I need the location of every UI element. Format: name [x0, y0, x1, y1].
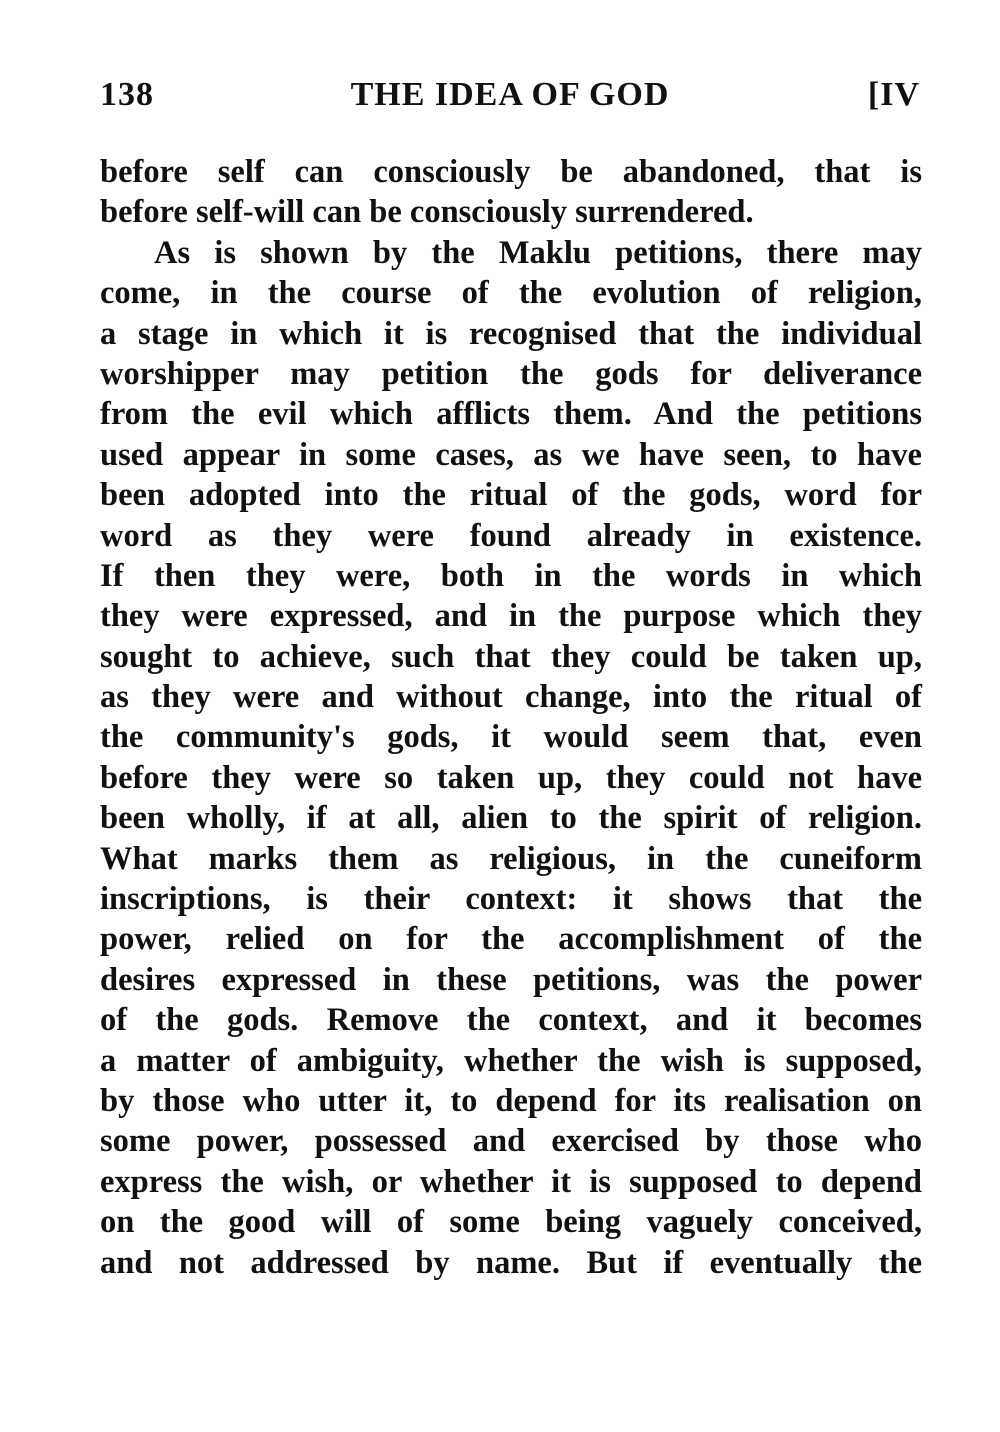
text-line: some power, possessed and exercised by those who — [100, 1123, 922, 1160]
body-text — [100, 152, 922, 1283]
text-line: by those who utter it, to depend for its realisation on — [100, 1082, 922, 1119]
text-line: and not addressed by name. But if eventually the — [100, 1244, 922, 1281]
text-line: a stage in which it is recognised that the individual — [100, 315, 922, 352]
text-line: been adopted into the ritual of the gods, word for — [100, 477, 922, 514]
text-line: of the gods. Remove the context, and it becomes — [100, 1002, 922, 1039]
text-line: before self-will can be consciously surrendered. — [100, 194, 754, 231]
text-line: before they were so taken up, they could not have — [100, 759, 922, 796]
text-line: as they were and without change, into the ritual of — [100, 679, 922, 716]
text-line: they were expressed, and in the purpose which they — [100, 598, 922, 635]
text-line: come, in the course of the evolution of religion, — [100, 275, 922, 312]
text-line: before self can consciously be abandoned, that is — [100, 154, 922, 190]
chapter-marker: [IV — [867, 76, 920, 113]
text-line: sought to achieve, such that they could be taken up, — [100, 638, 922, 675]
page-number: 138 — [100, 76, 154, 113]
text-line: worshipper may petition the gods for deliverance — [100, 355, 922, 392]
text-line: the community's gods, it would seem that, even — [100, 719, 922, 756]
text-line: from the evil which afflicts them. And the petitions — [100, 396, 922, 433]
text-line: As is shown by the Maklu petitions, there may — [154, 234, 922, 271]
text-line: What marks them as religious, in the cuneiform — [100, 840, 922, 877]
running-header — [100, 76, 920, 120]
text-line: been wholly, if at all, alien to the spirit of religion. — [100, 800, 922, 837]
running-title: THE IDEA OF GOD — [350, 76, 670, 113]
text-line: on the good will of some being vaguely conceived, — [100, 1204, 922, 1241]
text-line: If then they were, both in the words in which — [100, 557, 922, 594]
text-line: power, relied on for the accomplishment of the — [100, 921, 922, 958]
text-line: desires expressed in these petitions, was the power — [100, 961, 922, 998]
text-line: inscriptions, is their context: it shows that the — [100, 881, 922, 918]
text-line: word as they were found already in existence. — [100, 517, 922, 554]
text-line: used appear in some cases, as we have seen, to have — [100, 436, 922, 473]
text-line: a matter of ambiguity, whether the wish is supposed, — [100, 1042, 922, 1079]
text-line: express the wish, or whether it is supposed to depend — [100, 1163, 922, 1200]
